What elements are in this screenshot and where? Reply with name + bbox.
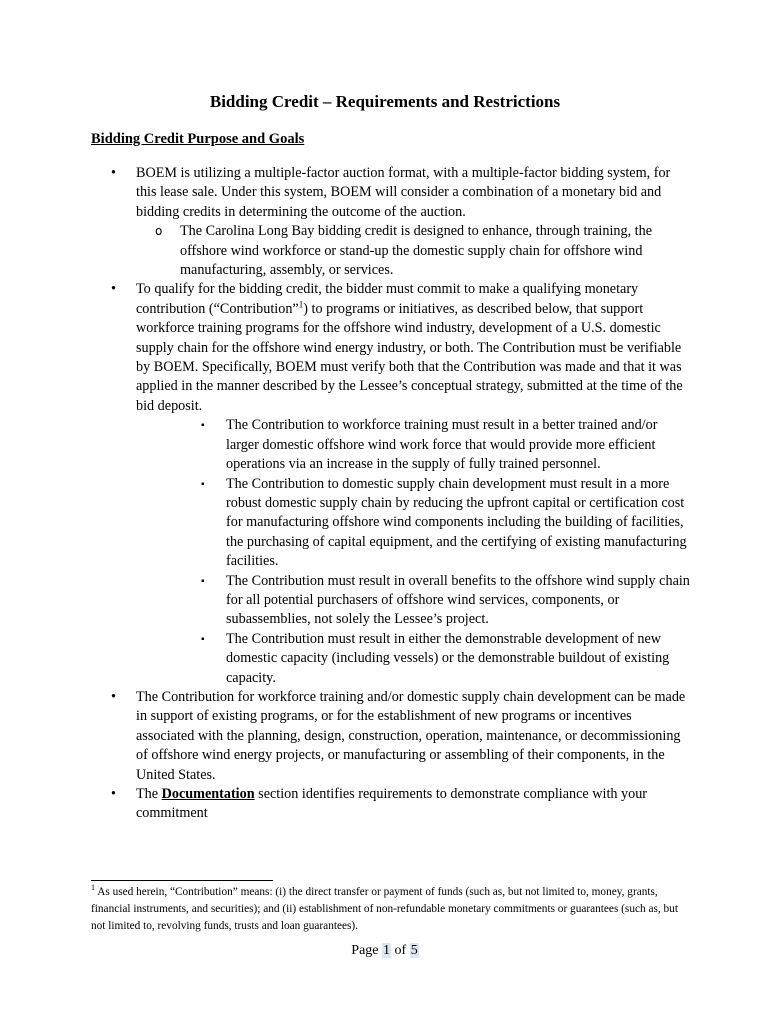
list-item	[91, 280, 691, 416]
list-item	[91, 164, 691, 222]
bullet-icon: •	[111, 165, 116, 181]
document-body	[91, 164, 691, 824]
footnote-text: As used herein, “Contribution” means: (i) the direct transfer or payment of funds (such as, but not limited to, money, grants, financial instruments, and securities); and (ii) establishment of non-refundable monetary commitments or guarantees (such as, but not limited to, revolving funds, trusts and loan guarantees).	[91, 886, 678, 932]
list-item	[91, 416, 691, 474]
list-item-text: The Carolina Long Bay bidding credit is designed to enhance, through training, the offshore wind workforce or stand-up the domestic supply chain for offshore wind manufacturing, assembly, or services.	[180, 223, 653, 279]
page-title: Bidding Credit – Requirements and Restrictions	[209, 92, 561, 111]
list-item-text: The	[136, 786, 159, 802]
page-of-label: of	[394, 943, 407, 958]
footnote	[91, 884, 681, 935]
list-item-text: The Contribution for workforce training and/or domestic supply chain development can be made in support of existing programs, or for the establishment of new programs or incentives associated with the planning, design, construction, operation, maintenance, or decommissioning of offshore wind energy projects, or manufacturing or assembling of their components, in the United States.	[136, 688, 686, 783]
square-bullet-icon: ▪	[201, 478, 205, 490]
list-item-text: To qualify for the bidding credit, the bidder must commit to make a qualifying monetary contribution (“Contribution”	[136, 281, 639, 317]
bullet-icon: •	[111, 688, 116, 705]
list-item	[91, 475, 691, 572]
list-item-text: section identifies requirements to demonstrate compliance with your commitment	[136, 786, 648, 822]
list-item-text: The Contribution must result in either the demonstrable development of new domestic capacity (including vessels) or the demonstrable buildout of existing capacity.	[226, 630, 670, 686]
bullet-icon: •	[111, 786, 116, 802]
square-bullet-icon: ▪	[201, 633, 205, 645]
bullet-list	[91, 164, 691, 824]
page-indicator	[0, 943, 770, 959]
list-item-text: BOEM is utilizing a multiple-factor auction format, with a multiple-factor bidding system, for this lease sale. Under this system, BOEM will consider a combination of a monetary bid and bidding credits in determining the outcome of the auction.	[136, 165, 671, 220]
list-item-text: The Contribution to workforce training must result in a better trained and/or larger domestic offshore wind work force that would provide more efficient operations via an increase in the supply of fully trained personnel.	[226, 417, 658, 473]
list-item-text: The Contribution must result in overall benefits to the offshore wind supply chain for all potential purchasers of offshore wind services, components, or subassemblies, not solely the Lessee’s project.	[226, 572, 690, 628]
square-bullet-icon: ▪	[201, 575, 205, 587]
list-item-text: ) to programs or initiatives, as described below, that support workforce training programs for the offshore wind industry, development of a U.S. domestic supply chain for the offshore wind energy industry, or both. The Contribution must be verifiable by BOEM. Specifically, BOEM must verify both that the Contribution was made and that it was applied in the manner described by the Lessee’s conceptual strategy, submitted at the time of the bid deposit.	[136, 300, 683, 414]
square-bullet-icon: ▪	[201, 420, 205, 432]
list-item	[91, 630, 691, 688]
footnote-divider	[91, 880, 273, 881]
section-heading: Bidding Credit Purpose and Goals	[91, 131, 305, 147]
current-page-number[interactable]: 1	[383, 943, 391, 958]
page-label: Page	[351, 943, 379, 958]
list-item	[91, 785, 691, 824]
total-pages-number[interactable]: 5	[410, 943, 418, 958]
footnote-number: 1	[91, 883, 95, 893]
documentation-link[interactable]: Documentation	[161, 786, 255, 802]
bullet-icon: •	[111, 281, 116, 298]
list-item-text: The Contribution to domestic supply chain development must result in a more robust domestic supply chain by reducing the upfront capital or certification cost for manufacturing offshore wind components including the building of facilities, the purchasing of capital equipment, and the certifying of existing manufacturing facilities.	[226, 475, 687, 570]
circle-bullet-icon: o	[155, 224, 163, 239]
list-item	[91, 222, 691, 280]
list-item	[91, 572, 691, 630]
footnote-reference[interactable]: 1	[298, 299, 304, 310]
list-item	[91, 688, 691, 785]
